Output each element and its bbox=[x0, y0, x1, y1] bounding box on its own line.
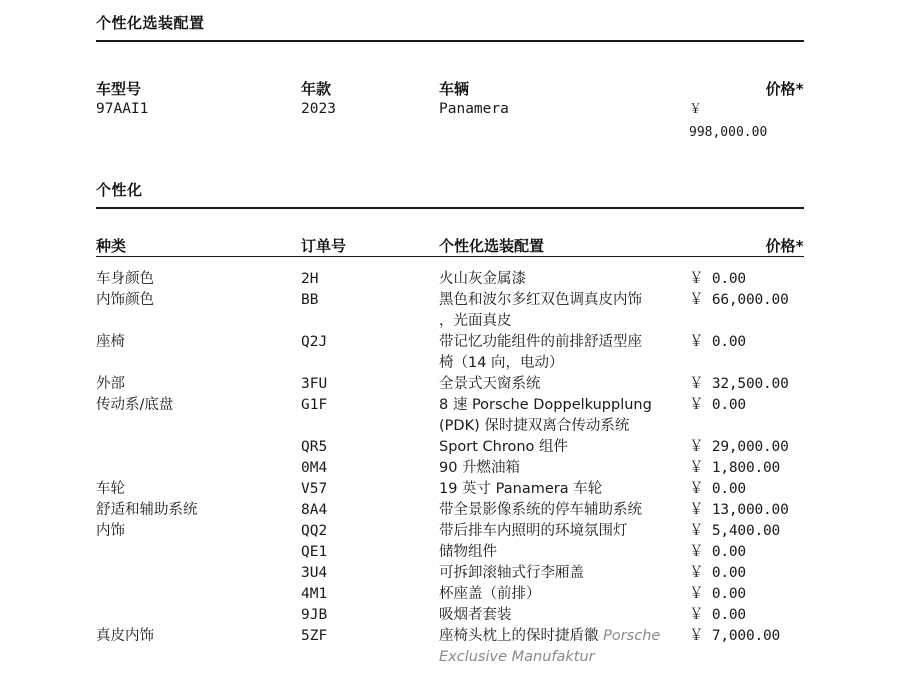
option-category: 外部 bbox=[96, 376, 125, 392]
option-row bbox=[96, 584, 804, 605]
option-description bbox=[439, 269, 689, 290]
option-row bbox=[96, 395, 804, 437]
option-header-order-no: 订单号 bbox=[301, 238, 347, 255]
option-description-line: 90 升燃油箱 bbox=[439, 460, 521, 476]
option-description-line: 吸烟者套装 bbox=[439, 607, 512, 623]
vehicle-header-model: 车型号 bbox=[96, 81, 142, 98]
personalization-table bbox=[96, 235, 804, 256]
option-description bbox=[439, 542, 689, 563]
option-order-no: G1F bbox=[301, 397, 328, 413]
option-price: ￥ 66,000.00 bbox=[689, 292, 789, 308]
option-description-line: 8 速 Porsche Doppelkupplung bbox=[439, 397, 652, 413]
option-order-no: 3FU bbox=[301, 376, 328, 392]
option-description-line: 带全景影像系统的停车辅助系统 bbox=[439, 502, 642, 518]
option-order-no: 5ZF bbox=[301, 628, 328, 644]
option-price: ￥ 0.00 bbox=[689, 544, 746, 560]
option-order-no: 0M4 bbox=[301, 460, 328, 476]
personalization-table-header bbox=[96, 235, 804, 256]
option-row bbox=[96, 479, 804, 500]
vehicle-table-header bbox=[96, 78, 804, 99]
option-description-line: 火山灰金属漆 bbox=[439, 271, 526, 287]
option-description bbox=[439, 584, 689, 605]
option-order-no: 2H bbox=[301, 271, 319, 287]
option-description-line: 黑色和波尔多红双色调真皮内饰 bbox=[439, 292, 642, 308]
option-order-no: QE1 bbox=[301, 544, 328, 560]
option-description bbox=[439, 521, 689, 542]
option-row bbox=[96, 521, 804, 542]
option-price: ￥ 0.00 bbox=[689, 481, 746, 497]
option-row bbox=[96, 458, 804, 479]
option-order-no: Q2J bbox=[301, 334, 328, 350]
option-description-line: 储物组件 bbox=[439, 544, 497, 560]
vehicle-year-value: 2023 bbox=[301, 101, 336, 117]
option-description-line: Sport Chrono 组件 bbox=[439, 439, 569, 455]
option-row bbox=[96, 374, 804, 395]
option-row bbox=[96, 626, 804, 668]
option-description bbox=[439, 563, 689, 584]
option-category bbox=[96, 584, 301, 605]
option-description-line: 全景式天窗系统 bbox=[439, 376, 541, 392]
option-price: ￥ 1,800.00 bbox=[689, 460, 781, 476]
option-row bbox=[96, 269, 804, 290]
option-description-italic: Porsche bbox=[598, 628, 661, 644]
option-description-line: 19 英寸 Panamera 车轮 bbox=[439, 481, 603, 497]
option-description bbox=[439, 290, 689, 332]
option-category bbox=[96, 605, 301, 626]
option-description-line2: ，光面真皮 bbox=[439, 313, 512, 329]
option-description-line: 带后排车内照明的环境氛围灯 bbox=[439, 523, 628, 539]
option-price: ￥ 13,000.00 bbox=[689, 502, 789, 518]
option-row bbox=[96, 542, 804, 563]
option-category: 车身颜色 bbox=[96, 271, 154, 287]
option-description-line: 可拆卸滚轴式行李厢盖 bbox=[439, 565, 584, 581]
option-description bbox=[439, 605, 689, 626]
option-price: ￥ 0.00 bbox=[689, 271, 746, 287]
option-order-no: 9JB bbox=[301, 607, 328, 623]
option-price: ￥ 0.00 bbox=[689, 607, 746, 623]
option-price: ￥ 5,400.00 bbox=[689, 523, 781, 539]
option-description bbox=[439, 374, 689, 395]
option-header-price: 价格* bbox=[765, 237, 804, 255]
vehicle-header-vehicle: 车辆 bbox=[439, 81, 470, 98]
option-category bbox=[96, 542, 301, 563]
option-order-no: BB bbox=[301, 292, 319, 308]
option-row bbox=[96, 437, 804, 458]
personalization-section-title: 个性化 bbox=[96, 182, 143, 199]
option-category bbox=[96, 458, 301, 479]
option-order-no: 8A4 bbox=[301, 502, 328, 518]
option-description-line: 带记忆功能组件的前排舒适型座 bbox=[439, 334, 642, 350]
option-description bbox=[439, 458, 689, 479]
option-order-no: QR5 bbox=[301, 439, 328, 455]
option-order-no: QQ2 bbox=[301, 523, 328, 539]
vehicle-price-currency: ￥ bbox=[689, 102, 703, 117]
option-price: ￥ 0.00 bbox=[689, 397, 746, 413]
option-price: ￥ 7,000.00 bbox=[689, 628, 781, 644]
option-price: ￥ 0.00 bbox=[689, 334, 746, 350]
option-category: 传动系/底盘 bbox=[96, 397, 174, 413]
option-description-line2: (PDK) 保时捷双离合传动系统 bbox=[439, 418, 630, 434]
option-description-line: 座椅头枕上的保时捷盾徽 bbox=[439, 628, 599, 644]
vehicle-table bbox=[96, 78, 804, 143]
option-row bbox=[96, 500, 804, 521]
option-category: 舒适和辅助系统 bbox=[96, 502, 198, 518]
option-row bbox=[96, 563, 804, 584]
vehicle-header-price: 价格* bbox=[765, 80, 804, 98]
option-price: ￥ 0.00 bbox=[689, 565, 746, 581]
option-order-no: V57 bbox=[301, 481, 328, 497]
vehicle-price-cell bbox=[689, 99, 804, 143]
option-category bbox=[96, 563, 301, 584]
option-rows-table bbox=[96, 269, 804, 668]
option-description bbox=[439, 479, 689, 500]
option-category: 内饰 bbox=[96, 523, 125, 539]
option-description bbox=[439, 500, 689, 521]
option-order-no: 4M1 bbox=[301, 586, 328, 602]
option-category bbox=[96, 437, 301, 458]
option-category: 车轮 bbox=[96, 481, 125, 497]
option-description-line: 杯座盖（前排） bbox=[439, 586, 541, 602]
personalization-section bbox=[0, 179, 900, 668]
vehicle-name-value: Panamera bbox=[439, 101, 509, 117]
option-description bbox=[439, 626, 689, 668]
vehicle-section-title: 个性化选装配置 bbox=[96, 15, 205, 32]
option-description bbox=[439, 332, 689, 374]
option-price: ￥ 0.00 bbox=[689, 586, 746, 602]
option-row bbox=[96, 605, 804, 626]
option-description bbox=[439, 395, 689, 437]
option-category: 内饰颜色 bbox=[96, 292, 154, 308]
option-header-option: 个性化选装配置 bbox=[439, 238, 545, 255]
option-description-italic2: Exclusive Manufaktur bbox=[439, 649, 595, 665]
vehicle-header-year: 年款 bbox=[301, 81, 332, 98]
vehicle-model-value: 97AAI1 bbox=[96, 101, 149, 117]
option-row bbox=[96, 290, 804, 332]
option-price: ￥ 29,000.00 bbox=[689, 439, 789, 455]
vehicle-table-row bbox=[96, 99, 804, 143]
option-description bbox=[439, 437, 689, 458]
option-description-line2: 椅（14 向，电动） bbox=[439, 355, 564, 371]
option-order-no: 3U4 bbox=[301, 565, 328, 581]
vehicle-price-amount: 998,000.00 bbox=[689, 125, 768, 140]
option-category: 真皮内饰 bbox=[96, 628, 154, 644]
option-header-category: 种类 bbox=[96, 238, 127, 255]
option-price: ￥ 32,500.00 bbox=[689, 376, 789, 392]
option-row bbox=[96, 332, 804, 374]
option-category: 座椅 bbox=[96, 334, 125, 350]
vehicle-section bbox=[0, 0, 900, 143]
